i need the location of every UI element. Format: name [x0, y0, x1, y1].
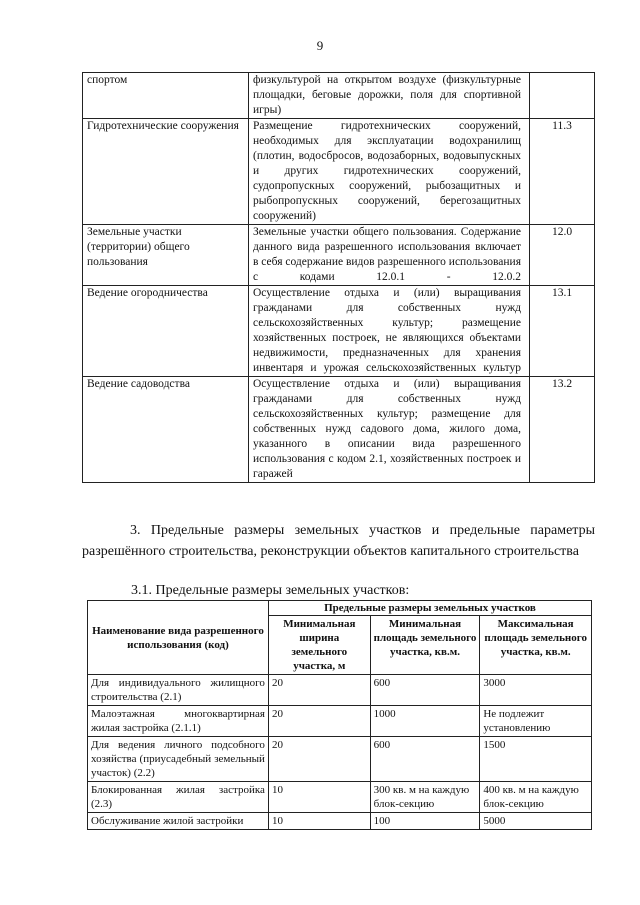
use-code-cell: 13.1 [530, 286, 595, 377]
min-area-cell: 600 [370, 675, 480, 706]
use-name-cell: Гидротехнические сооружения [83, 119, 249, 225]
max-area-cell: 5000 [480, 813, 592, 830]
header-row [88, 601, 592, 616]
min-area-cell: 600 [370, 737, 480, 782]
table-row [83, 73, 595, 119]
header-min-area: Минимальная площадь земельного участка, кв.м. [370, 616, 480, 675]
table-row [83, 377, 595, 483]
max-area-cell: 3000 [480, 675, 592, 706]
use-description-cell: Размещение гидротехнических сооружений, необходимых для эксплуатации водохранилищ (плотин, водосбросов, водозаборных, водовыпускных и других гидротехнических сооружений, судопропускных сооружений, рыбозащитных и рыбопропускных сооружений, берегозащитных сооружений) [249, 119, 530, 225]
min-width-cell: 20 [268, 675, 370, 706]
section-3-heading: 3. Предельные размеры земельных участков и предельные параметры разрешённого строительства, реконструкции объектов капитального строительства [82, 523, 595, 559]
use-code-cell: 13.2 [530, 377, 595, 483]
max-area-cell: Не подлежит установлению [480, 706, 592, 737]
use-description-cell: Осуществление отдыха и (или) выращивания гражданами для собственных нужд сельскохозяйственных культур; размещение хозяйственных построек, не являющихся объектами недвижимости, предназначенных для хранения инвентаря и урожая сельскохозяйственных культур [249, 286, 530, 377]
use-name-cell: Блокированная жилая застройка (2.3) [88, 782, 269, 813]
use-code-cell: 12.0 [530, 225, 595, 286]
table-row [88, 737, 592, 782]
use-name-cell: Ведение садоводства [83, 377, 249, 483]
use-description-cell: Земельные участки общего пользования. Содержание данного вида разрешенного использования включает в себя содержание видов разрешенного использования с кодами 12.0.1 - 12.0.2 [249, 225, 530, 286]
max-area-cell: 1500 [480, 737, 592, 782]
min-area-cell: 300 кв. м на каждую блок-секцию [370, 782, 480, 813]
table-row [88, 813, 592, 830]
header-min-width: Минимальная ширина земельного участка, м [268, 616, 370, 675]
page-number: 9 [316, 38, 324, 53]
use-name-cell: Малоэтажная многоквартирная жилая застройка (2.1.1) [88, 706, 269, 737]
header-group: Предельные размеры земельных участков [268, 601, 591, 616]
table-row [83, 286, 595, 377]
header-max-area: Максимальная площадь земельного участка, кв.м. [480, 616, 592, 675]
land-use-table [82, 72, 595, 483]
use-name-cell: Для индивидуального жилищного строительства (2.1) [88, 675, 269, 706]
table-row [83, 119, 595, 225]
header-use-name: Наименование вида разрешенного использования (код) [88, 601, 269, 675]
table-row [88, 675, 592, 706]
use-name-cell: Земельные участки (территории) общего пользования [83, 225, 249, 286]
plot-size-table [87, 600, 592, 830]
min-width-cell: 10 [268, 813, 370, 830]
use-name-cell: Обслуживание жилой застройки [88, 813, 269, 830]
min-width-cell: 10 [268, 782, 370, 813]
min-width-cell: 20 [268, 706, 370, 737]
use-code-cell [530, 73, 595, 119]
use-code-cell: 11.3 [530, 119, 595, 225]
use-description-cell: Осуществление отдыха и (или) выращивания гражданами для собственных нужд сельскохозяйственных культур; размещение для собственных нужд садового дома, жилого дома, указанного в описании вида разрешенного использования с кодом 2.1, хозяйственных построек и гаражей [249, 377, 530, 483]
min-area-cell: 100 [370, 813, 480, 830]
section-3-1-heading: 3.1. Предельные размеры земельных участков: [131, 583, 410, 598]
use-description-cell: физкультурой на открытом воздухе (физкультурные площадки, беговые дорожки, поля для спортивной игры) [249, 73, 530, 119]
table-row [88, 706, 592, 737]
min-width-cell: 20 [268, 737, 370, 782]
use-name-cell: спортом [83, 73, 249, 119]
table-row [83, 225, 595, 286]
min-area-cell: 1000 [370, 706, 480, 737]
max-area-cell: 400 кв. м на каждую блок-секцию [480, 782, 592, 813]
table-row [88, 782, 592, 813]
use-name-cell: Для ведения личного подсобного хозяйства (приусадебный земельный участок) (2.2) [88, 737, 269, 782]
use-name-cell: Ведение огородничества [83, 286, 249, 377]
